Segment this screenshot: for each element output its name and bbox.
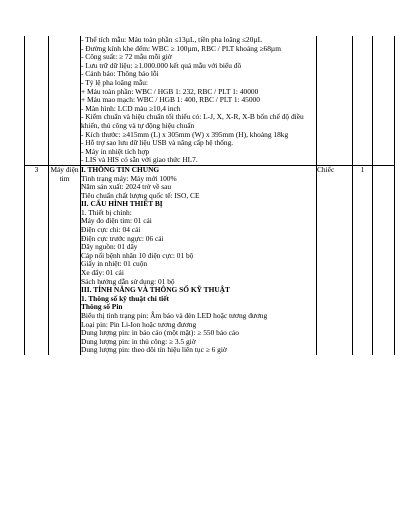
spec-line: Tình trạng máy: Máy mới 100%: [81, 173, 177, 183]
cell-description: [81, 36, 317, 165]
device-name: Máy điện tim: [49, 165, 81, 355]
cell-extra: [373, 36, 395, 165]
spec-line: Điện cực chi: 04 cái: [81, 225, 141, 235]
spec-line: II. CẤU HÌNH THIẾT BỊ: [81, 199, 163, 209]
spec-line: Cáp nối bệnh nhân 10 điện cực: 01 bộ: [81, 250, 194, 260]
table-row: [25, 165, 395, 355]
spec-line: Máy đo điện tim: 01 cái: [81, 216, 152, 226]
spec-line: III. TÍNH NĂNG VÀ THÔNG SỐ KỸ THUẬT: [81, 285, 230, 295]
unit: Chiếc: [317, 165, 353, 355]
cell-name: [49, 36, 81, 165]
cell-unit: [317, 36, 353, 165]
spec-line: Giấy in nhiệt: 01 cuộn: [81, 259, 148, 269]
spec-line: Thông số Pin: [81, 302, 123, 312]
row-number: 3: [25, 165, 49, 355]
spec-line: - Hỗ trợ sao lưu dữ liệu USB và nâng cấp hệ thống.: [81, 138, 234, 148]
spec-line: - Màn hình: LCD màu ≥10,4 inch: [81, 103, 181, 113]
spec-line: I. THÔNG TIN CHUNG: [81, 164, 160, 174]
spec-line: Dung lượng pin: theo dõi tín hiệu liên tục ≥ 6 giờ: [81, 345, 227, 355]
spec-line: - Công suất: ≥ 72 mẫu mỗi giờ: [81, 52, 172, 62]
cell-extra: [373, 165, 395, 355]
spec-line: Sách hướng dẫn sử dụng: 01 bộ: [81, 276, 175, 286]
spec-line: 1. Thiết bị chính:: [81, 207, 132, 217]
cell-quantity: [353, 36, 373, 165]
table-row: [25, 36, 395, 165]
spec-line: Dây nguồn: 01 dây: [81, 242, 138, 252]
quantity: 1: [353, 165, 373, 355]
cell-number: [25, 36, 49, 165]
spec-line: Dung lượng pin: in thủ công: ≥ 3.5 giờ: [81, 336, 196, 346]
spec-line: - Máy in nhiệt tích hợp: [81, 146, 150, 156]
spec-line: - Thể tích mẫu: Máu toàn phần ≤13µL, tiền pha loãng ≤20µL: [81, 35, 263, 44]
spec-line: Tiêu chuẩn chất lượng quốc tế: ISO, CE: [81, 190, 200, 200]
spec-line: - Kích thước: ≥415mm (L) x 305mm (W) x 395mm (H), khoảng 18kg: [81, 129, 289, 139]
spec-line: 1. Thông số kỹ thuật chi tiết: [81, 293, 169, 303]
spec-line: Loại pin: Pin Li-Ion hoặc tương đương: [81, 319, 197, 329]
spec-line: Năm sản xuất: 2024 trở về sau: [81, 182, 172, 192]
spec-line: - Kiểm chuẩn và hiệu chuẩn tối thiểu có: L-J, X, X-R, X-B bốn chế độ điều khiển, thủ công và tự động hiệu chuẩn: [81, 112, 304, 130]
spec-line: - Cảnh báo: Thông báo lỗi: [81, 69, 159, 79]
spec-line: Điện cực trước ngực: 06 cái: [81, 233, 164, 243]
spec-line: - Tỷ lệ pha loãng mẫu:: [81, 77, 148, 87]
spec-line: - LIS và HIS có sẵn với giao thức HL7.: [81, 155, 198, 165]
spec-line: Xe đẩy: 01 cái: [81, 268, 124, 278]
spec-line: - Lưu trữ dữ liệu: ≥1.000.000 kết quả mẫu với biểu đồ: [81, 60, 242, 70]
spec-line: + Máu toàn phần: WBC / HGB 1: 232, RBC / PLT 1: 40000: [81, 86, 259, 96]
cell-description: [81, 165, 317, 355]
spec-line: Dung lượng pin: in báo cáo (một mặt): ≥ 550 báo cáo: [81, 328, 239, 338]
spec-line: - Đường kính khe đếm: WBC ≥ 100µm, RBC / PLT khoảng ≥68µm: [81, 43, 281, 53]
spec-line: + Máu mao mạch: WBC / HGB 1: 400, RBC / PLT 1: 45000: [81, 95, 260, 105]
spec-table: [24, 36, 395, 355]
spec-line: Biểu thị tình trạng pin: Âm báo và đèn LED hoặc tương đương: [81, 311, 268, 320]
